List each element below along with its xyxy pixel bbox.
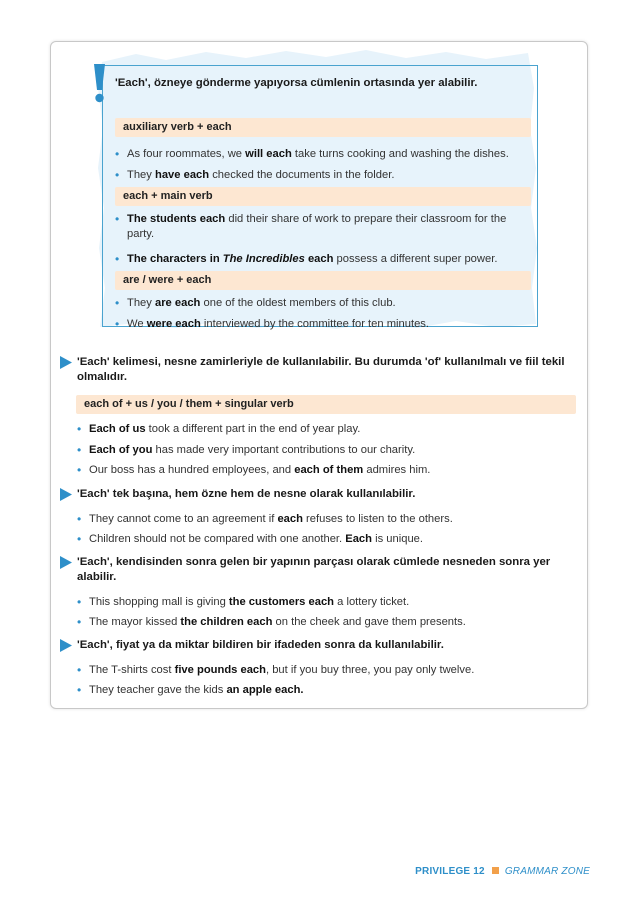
text-run: The students each xyxy=(127,213,226,225)
text-run: They teacher gave the kids xyxy=(89,684,227,696)
example-item xyxy=(77,595,589,610)
note-heading: 'Each', özneye gönderme yapıyorsa cümlenin ortasında yer alabilir. xyxy=(115,77,478,89)
example-item xyxy=(115,296,529,311)
play-arrow-icon xyxy=(60,556,72,569)
footer-zone: GRAMMAR ZONE xyxy=(504,866,590,877)
play-arrow-icon xyxy=(60,639,72,652)
text-run: They xyxy=(127,169,155,181)
text-run: We xyxy=(127,318,147,330)
example-item xyxy=(77,615,589,630)
section-heading: 'Each' kelimesi, nesne zamirleriyle de kullanılabilir. Bu durumda 'of' kullanılmalı ve fiil tekil olmalıdır. xyxy=(77,356,565,383)
text-run: checked the documents in the folder. xyxy=(209,169,395,181)
text-run: Children should not be compared with one another. xyxy=(89,533,346,545)
section-heading: 'Each', fiyat ya da miktar bildiren bir ifadeden sonra da kullanılabilir. xyxy=(77,639,444,651)
text-run: They xyxy=(127,297,155,309)
example-item xyxy=(77,663,589,678)
text-run: The mayor kissed xyxy=(89,616,181,628)
text-run: Each xyxy=(345,533,372,545)
example-item xyxy=(115,317,529,332)
text-run: Our boss has a hundred employees, and xyxy=(89,464,295,476)
example-item xyxy=(77,463,589,478)
play-arrow-icon xyxy=(60,488,72,501)
section-heading: 'Each' tek başına, hem özne hem de nesne olarak kullanılabilir. xyxy=(77,488,416,500)
section-heading: 'Each', kendisinden sonra gelen bir yapının parçası olarak cümlede nesneden sonra yer alabilir. xyxy=(77,556,551,583)
pattern-label: are / were + each xyxy=(115,271,531,290)
text-run: an apple each. xyxy=(226,684,304,696)
note-content xyxy=(115,74,533,330)
example-item xyxy=(115,147,529,162)
text-run: did their share of work to prepare their classroom for the party. xyxy=(127,213,507,240)
text-run: on the cheek and gave them presents. xyxy=(272,616,466,628)
footer-square-icon xyxy=(492,867,499,874)
text-run: the children each xyxy=(180,616,273,628)
text-run: interviewed by the committee for ten minutes. xyxy=(200,318,429,330)
example-item xyxy=(77,512,589,527)
example-item xyxy=(115,252,529,267)
text-run: the customers each xyxy=(228,596,335,608)
text-run: a lottery ticket. xyxy=(334,596,410,608)
text-run: This shopping mall is giving xyxy=(89,596,229,608)
text-run: The characters in xyxy=(127,253,223,265)
text-run: were each xyxy=(146,318,201,330)
example-item xyxy=(77,532,589,547)
text-run: each xyxy=(277,513,303,525)
pattern-label: each + main verb xyxy=(115,187,531,206)
footer xyxy=(415,866,590,877)
example-item xyxy=(77,683,589,698)
exclamation-icon xyxy=(88,62,110,104)
text-run: They cannot come to an agreement if xyxy=(89,513,278,525)
text-run: possess a different super power. xyxy=(333,253,498,265)
footer-brand: PRIVILEGE 12 xyxy=(415,866,485,877)
text-run: admires him. xyxy=(363,464,431,476)
text-run: The T-shirts cost xyxy=(89,664,175,676)
text-run: five pounds each xyxy=(174,664,266,676)
text-run: are each xyxy=(154,297,201,309)
text-run: each xyxy=(304,253,334,265)
text-run: will each xyxy=(245,148,292,160)
text-run: take turns cooking and washing the dishes. xyxy=(291,148,509,160)
example-item xyxy=(77,422,589,437)
text-run: has made very important contributions to our charity. xyxy=(152,444,416,456)
example-item xyxy=(115,212,529,241)
text-run: Each of us xyxy=(89,423,146,435)
text-run: have each xyxy=(154,169,210,181)
example-item xyxy=(115,168,529,183)
pattern-label: each of + us / you / them + singular verb xyxy=(76,395,576,414)
text-run: As four roommates, we xyxy=(127,148,246,160)
text-run: is unique. xyxy=(372,533,423,545)
text-run: , but if you buy three, you pay only twelve. xyxy=(265,664,475,676)
example-item xyxy=(77,443,589,458)
text-run: each of them xyxy=(294,464,364,476)
text-run: one of the oldest members of this club. xyxy=(200,297,396,309)
text-run: Each of you xyxy=(89,444,153,456)
text-run: The Incredibles xyxy=(222,253,305,265)
text-run: took a different part in the end of year play. xyxy=(145,423,361,435)
play-arrow-icon xyxy=(60,356,72,369)
text-run xyxy=(223,253,305,265)
text-run: refuses to listen to the others. xyxy=(302,513,453,525)
pattern-label: auxiliary verb + each xyxy=(115,118,531,137)
